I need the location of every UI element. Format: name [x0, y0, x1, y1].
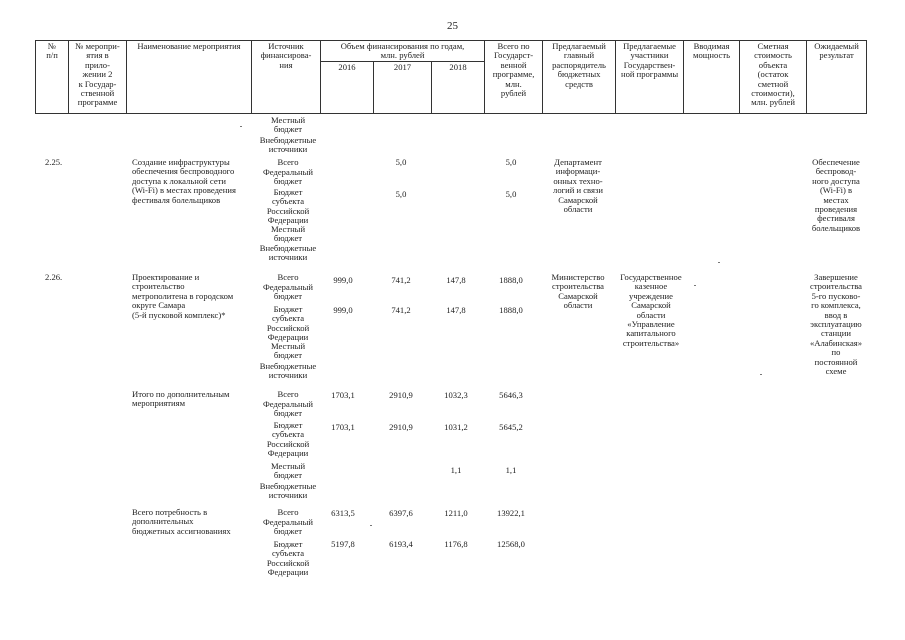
source-subject-budget: Бюджет субъекта Российской Федерации	[266, 539, 310, 578]
source-local-budget: Местный бюджет	[270, 341, 306, 361]
row-distributor: Министерство строительства Самарской области	[551, 272, 605, 311]
header-estimated-cost: Сметная стоимость объекта (остаток сметной стоимости), млн. рублей	[740, 41, 807, 114]
source-local-budget: Местный бюджет	[270, 461, 306, 481]
source-subject-budget: Бюджет субъекта Российской Федерации	[266, 420, 310, 459]
value-total-sum: 1888,0	[499, 275, 523, 285]
value-subject-sum: 5645,2	[499, 422, 523, 432]
value-subject-sum: 5,0	[505, 189, 517, 199]
value-subject-2016: 5197,8	[331, 539, 355, 549]
value-local-sum: 1,1	[505, 465, 517, 475]
source-federal-budget: Федеральный бюджет	[262, 282, 314, 302]
value-total-2016: 6313,5	[331, 508, 355, 518]
source-total: Всего	[277, 272, 299, 282]
row-number: 2.26.	[45, 272, 63, 282]
value-subject-2018: 147,8	[446, 305, 466, 315]
value-subject-2018: 1176,8	[444, 539, 468, 549]
source-subject-budget: Бюджет субъекта Российской Федерации	[266, 304, 310, 343]
total-need-label: Всего потребность в дополнительных бюджетных ассигнованиях	[132, 507, 231, 536]
value-total-2017: 6397,6	[389, 508, 413, 518]
value-total-sum: 5646,3	[499, 390, 523, 400]
value-subject-sum: 1888,0	[499, 305, 523, 315]
header-activity-ref: № меропри- ятия в прило- жении 2 к Государ- ственной программе	[69, 41, 127, 114]
total-additional-label: Итого по дополнительным мероприятиям	[132, 389, 230, 409]
row-expected-result: Завершение строительства 5-го пусково- го комплекса, ввод в эксплуатацию станции «Алабинская» по постоянной схеме	[809, 272, 863, 377]
value-total-2018: 1032,3	[444, 390, 468, 400]
scan-speck	[370, 525, 372, 526]
row-activity-name: Проектирование и строительство метрополитена в городском округе Самара (5-й пусковой комплекс)*	[132, 272, 234, 320]
source-total: Всего	[277, 389, 299, 399]
value-total-sum: 5,0	[505, 157, 517, 167]
source-local-budget: Местный бюджет	[270, 224, 306, 244]
source-federal-budget: Федеральный бюджет	[262, 399, 314, 419]
header-total-program: Всего по Государст- венной программе, млн. рублей	[485, 41, 543, 114]
row-expected-result: Обеспечение беспровод- ного доступа (Wi-Fi) в местах проведения фестиваля болельщиков	[811, 157, 861, 233]
value-subject-2017: 5,0	[395, 189, 407, 199]
value-local-2018: 1,1	[450, 465, 462, 475]
value-total-2017: 2910,9	[389, 390, 413, 400]
value-subject-2016: 1703,1	[331, 422, 355, 432]
header-year-2016: 2016	[321, 61, 374, 113]
value-total-2016: 999,0	[333, 275, 353, 285]
row-number: 2.25.	[45, 157, 63, 167]
header-number: № п/п	[36, 41, 69, 114]
source-federal-budget: Федеральный бюджет	[262, 167, 314, 187]
scan-speck	[240, 126, 242, 127]
value-subject-2017: 6193,4	[389, 539, 413, 549]
source-total: Всего	[277, 157, 299, 167]
value-subject-2018: 1031,2	[444, 422, 468, 432]
source-subject-budget: Бюджет субъекта Российской Федерации	[266, 187, 310, 226]
header-distributor: Предлагаемый главный распорядитель бюджетных средств	[543, 41, 616, 114]
value-total-2018: 147,8	[446, 275, 466, 285]
page-number: 25	[447, 20, 458, 32]
header-participants: Предлагаемые участники Государствен- ной программы	[616, 41, 684, 114]
value-subject-2016: 999,0	[333, 305, 353, 315]
header-year-2018: 2018	[432, 61, 485, 113]
value-total-2018: 1211,0	[444, 508, 468, 518]
header-funding-volume: Объем финансирования по годам, млн. рублей	[321, 41, 485, 62]
scan-speck	[694, 285, 696, 286]
row-participants: Государственное казенное учреждение Самарской области «Управление капитального строительства»	[620, 272, 682, 348]
value-total-2017: 5,0	[395, 157, 407, 167]
header-source: Источник финансирова- ния	[252, 41, 321, 114]
value-total-2016: 1703,1	[331, 390, 355, 400]
value-subject-2017: 2910,9	[389, 422, 413, 432]
value-total-sum: 13922,1	[497, 508, 525, 518]
source-extrabudgetary: Внебюджетные источники	[259, 481, 317, 501]
source-extrabudgetary: Внебюджетные источники	[259, 361, 317, 381]
source-local-budget: Местный бюджет	[270, 115, 306, 135]
scan-speck	[718, 262, 720, 263]
source-extrabudgetary: Внебюджетные источники	[259, 135, 317, 155]
table-header	[35, 40, 867, 114]
value-subject-sum: 12568,0	[497, 539, 525, 549]
source-total: Всего	[277, 507, 299, 517]
row-activity-name: Создание инфраструктуры обеспечения беспроводного доступа к локальной сети (Wi-Fi) в местах проведения фестиваля болельщиков	[132, 157, 236, 205]
row-distributor: Департамент информаци- онных техно- логий и связи Самарской области	[553, 157, 603, 215]
header-capacity: Вводимая мощность	[684, 41, 740, 114]
source-extrabudgetary: Внебюджетные источники	[259, 243, 317, 263]
scan-speck	[760, 374, 762, 375]
value-subject-2017: 741,2	[391, 305, 411, 315]
header-year-2017: 2017	[374, 61, 432, 113]
source-federal-budget: Федеральный бюджет	[262, 517, 314, 537]
header-activity-name: Наименование мероприятия	[127, 41, 252, 114]
value-total-2017: 741,2	[391, 275, 411, 285]
header-expected-result: Ожидаемый результат	[807, 41, 867, 114]
